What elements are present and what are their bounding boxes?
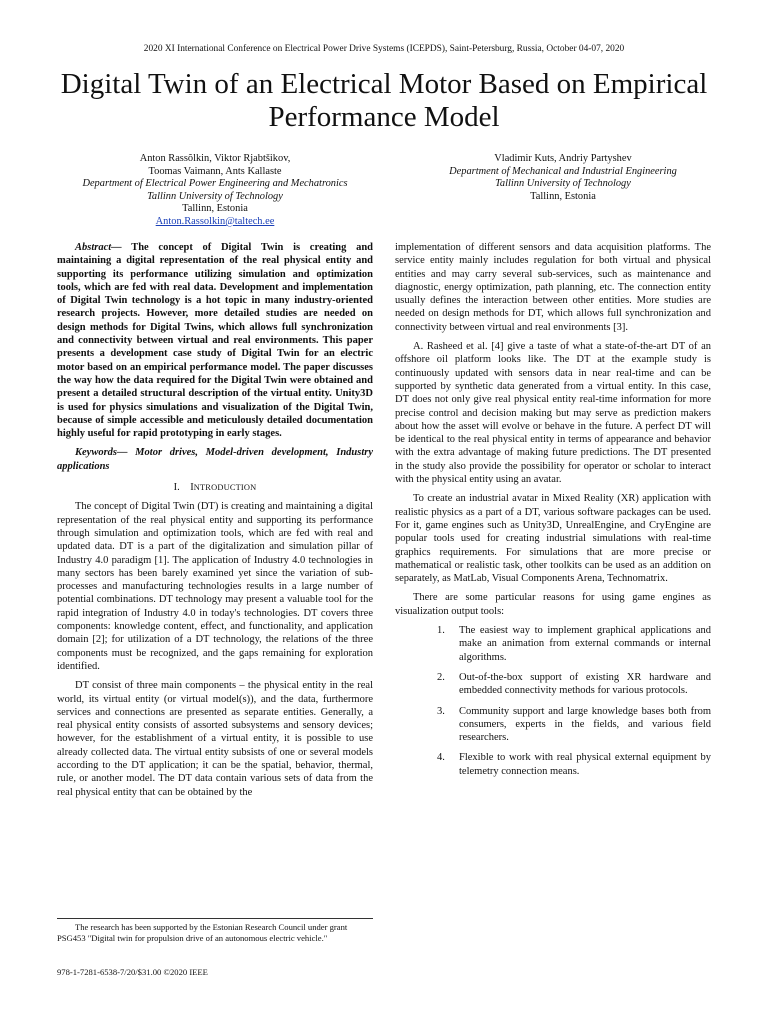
copyright-line: 978-1-7281-6538-7/20/$31.00 ©2020 IEEE [57,967,208,977]
list-item-text: Community support and large knowledge bases both from consumers, experts in the fields, and various field researchers. [459,705,711,744]
author-department: Department of Mechanical and Industrial Engineering [449,165,677,177]
author-city: Tallinn, Estonia [530,190,596,202]
author-block-right [388,153,738,203]
footnote-divider [57,918,373,919]
keywords: Keywords— Motor drives, Model-driven development, Industry applications [57,447,373,472]
section-heading-introduction [57,481,373,494]
list-item-number: 1. [437,625,445,637]
author-names: Vladimir Kuts, Andriy Partyshev [494,153,632,164]
list-item-text: The easiest way to implement graphical applications and make an animation from external commands or internal algorithms. [459,625,711,663]
list-item [395,751,711,778]
section-title-rest: NTRODUCTION [193,483,257,493]
paragraph: There are some particular reasons for using game engines as visualization output tools: [395,592,711,617]
paper-title: Digital Twin of an Electrical Motor Based on Empirical Performance Model [60,68,708,133]
list-item-text: Out-of-the-box support of existing XR hardware and embedded connectivity methods for various protocols. [459,671,711,697]
footnote: The research has been supported by the Estonian Research Council under grant PSG453 "Digital twin for propulsion drive of an autonomous electric vehicle." [57,922,348,943]
author-city: Tallinn, Estonia [182,203,248,215]
paragraph: The concept of Digital Twin (DT) is creating and maintaining a digital representation of the real physical entity and supporting its performance through simulation and optimization tools, which are fed with real and updated data. DT is a part of the digitalization and simulation pillar of Industry 4.0 paradigm [1]. The application of Industry 4.0 technologies in many sectors has been barely examined yet since the variation of sub-processes and manufacturing technologies results in a large number of potential combinations. DT technology may present a valuable tool for the rapid integration of Industry 4.0 in today's technologies. DT covers three components: knowledge content, effect, and functionality, and application domain [2]; for utilization of a DT technology, the relations of the three components must be recognized, and the gaps remaining for exploration identified. [57,501,373,672]
section-title-initial: I [190,482,194,494]
paragraph: A. Rasheed et al. [4] give a taste of what a state-of-the-art DT of an offshore oil platform looks like. The DT at the example study is continuously updated with sensors data in near real-time and can be supported by synthetic data generated from a virtual entity. In this case, DT does not only give real physical entity real-time information for more precise control and decision making but may serve as prediction makers about how the asset will evolve or behave in the future. A perfect DT will be identical to the real physical entity in terms of appearance and behavior with the extra advantage of making future predictions. The DT presented in the study also provide the possibility for operator or scholar to interact with the physical entity using an avatar. [395,341,711,486]
left-column [57,241,373,805]
list-item [395,705,711,745]
list-item-number: 2. [437,671,445,683]
author-names: Toomas Vaimann, Ants Kallaste [148,165,282,177]
paragraph: To create an industrial avatar in Mixed Reality (XR) application with realistic physics as a part of a DT, various software packages can be used. For it, game engines such as Unity3D, UnrealEngine, and CryEngine are popular tools used for creating industrial simulations with real-time graphics requirements. For simulations that are more precise or mathematical or realistic task, other toolkits can be used as an addition on separately, as MatLab, Visual Components Arena, Technomatrix. [395,493,711,585]
section-number: I. [173,482,180,494]
list-item [395,624,711,664]
abstract-lead: Abstract— [75,242,122,253]
author-university: Tallinn University of Technology [495,178,631,190]
paragraph-continuation: implementation of different sensors and data acquisition platforms. The service entity mainly includes regulation for both virtual and physical entities and may carry several sub-services, such as maintenance and diagnostic, energy optimization, path planning, etc. The connection entity usually defines the interaction between other entities. More studies are needed on design methods for DT, which allows full synchronization and connectivity between virtual and real environments [3]. [395,242,711,333]
author-university: Tallinn University of Technology [147,190,283,202]
paragraph: DT consist of three main components – the physical entity in the real world, its virtual entity (or virtual model(s)), and the data, furthermore services and connections are presented as separate entities. Generally, a real physical entity consists of assorted subsystems and sensory devices; however, for the establishment of a virtual entity, it is possible to use already collected data. The virtual entity subsists of one or several models according to the DT application; it can be the spatial, behavior, thermal, rule, or another model. The DT data contain various sets of data from the real physical entity that can be obtained by the [57,680,373,798]
list-item-number: 3. [437,705,445,717]
right-column [395,241,711,785]
abstract-text: The concept of Digital Twin is creating and maintaining a digital representation of the real physical entity and supporting its performance utilizing simulation and optimization tools, which are fed with real data. Development and implementation of Digital Twin technology is a hot topic in many industry-oriented research projects. However, more detailed studies are needed on design methods for Digital Twins, which allows full synchronization and connectivity between virtual and real environments. This paper presents a development case study of Digital Twin for an electric motor based on an empirical performance model. The paper discusses the way how the data required for the Digital Twin were obtained and present a detailed structural description of the virtual entity. Unity3D is used for physics simulations and visualization of the Digital Twin, because of simple accessible and meticulously detailed documentation highly useful for rapid prototyping in early stages. [57,242,373,440]
author-department: Department of Electrical Power Engineering and Mechatronics [82,178,348,190]
author-names: Anton Rassõlkin, Viktor Rjabtšikov, [139,153,291,164]
abstract [57,241,373,440]
list-item [395,671,711,698]
list-item-number: 4. [437,752,445,764]
list-item-text: Flexible to work with real physical external equipment by telemetry connection means. [459,752,711,777]
author-email-link[interactable]: Anton.Rassolkin@taltech.ee [155,215,275,227]
conference-header: 2020 XI International Conference on Electrical Power Drive Systems (ICEPDS), Saint-Petersburg, Russia, October 04-07, 2020 [143,44,625,54]
reasons-list [395,624,711,778]
author-block-left [40,153,390,229]
